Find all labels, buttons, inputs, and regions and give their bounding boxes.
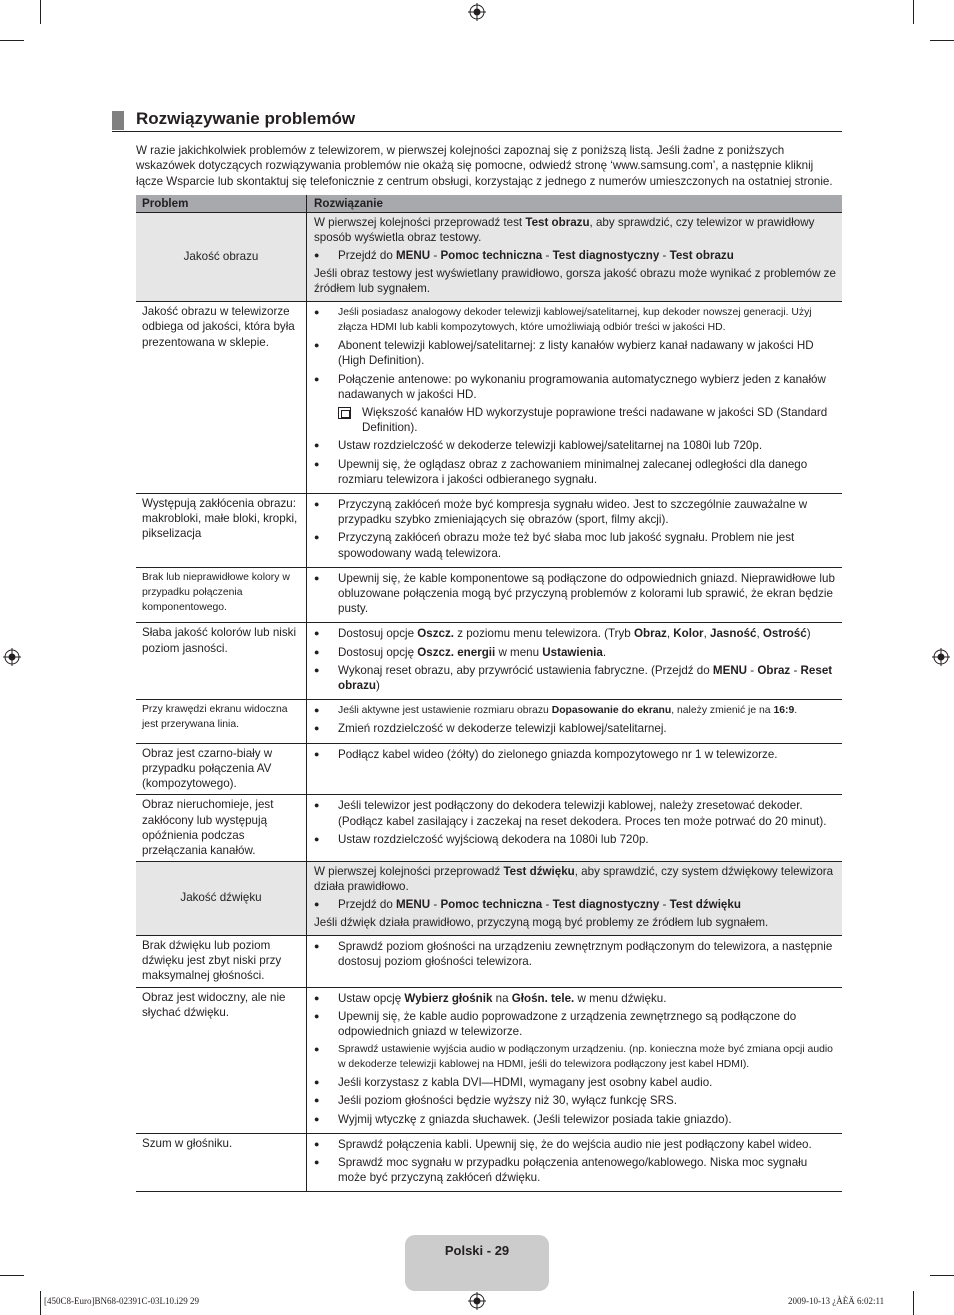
table-header-row xyxy=(136,195,842,213)
table-row xyxy=(136,623,842,700)
intro-paragraph: W razie jakichkolwiek problemów z telewizorem, w pierwszej kolejności zapoznaj się z poniższą listą. Jeśli żadne z poniższych wskazówek dotyczących rozwiązywania problemów nie okażą się pomocne, odwiedź stronę ‘www.samsung.com’, a następnie kliknij łącze Wsparcie lub skontaktuj się telefonicznie z centrum obsługi, korzystając z jednego z numerów umieszczonych na ostatniej stronie. xyxy=(136,144,833,188)
solution-cell: ● Podłącz kabel wideo (żółty) do zielonego gniazda kompozytowego nr 1 w telewizorze. xyxy=(314,747,778,761)
problem-cell: Obraz jest widoczny, ale nie słychać dźwięku. xyxy=(136,988,307,1133)
column-header-problem: Problem xyxy=(136,195,307,212)
solution-cell: ● Dostosuj opcje Oszcz. z poziomu menu telewizora. (Tryb Obraz, Kolor, Jasność, Ostrość) ● Dostosuj opcję Oszcz. energii w menu Ustawienia. ● Wykonaj reset obrazu, aby przywrócić ustawienia fabryczne. (Przejdź do MENU - Obraz - Reset obrazu) xyxy=(314,627,833,693)
print-footer-left: [450C8-Euro]BN68-02391C-03L10.i29 29 xyxy=(44,1296,199,1306)
table-row xyxy=(136,1134,842,1193)
column-header-solution: Rozwiązanie xyxy=(314,197,383,210)
page-number: Polski - 29 xyxy=(444,1243,510,1258)
registration-mark-icon xyxy=(468,3,486,21)
crop-mark xyxy=(0,40,24,41)
table-row xyxy=(136,744,842,796)
crop-mark xyxy=(930,1275,954,1276)
crop-mark xyxy=(0,1275,24,1276)
registration-mark-icon xyxy=(932,648,950,666)
problem-cell: Przy krawędzi ekranu widoczna jest przerywana linia. xyxy=(136,700,307,742)
title-rule xyxy=(112,131,842,132)
table-row xyxy=(136,862,842,936)
troubleshooting-table xyxy=(136,195,842,1192)
solution-cell: ● Przyczyną zakłóceń może być kompresja sygnału wideo. Jest to szczególnie zauważalne w przypadku szybko zmieniających się obrazów (sport, filmy akcji). ● Przyczyną zakłóceń obrazu może też być słaba moc lub jakość sygnału. Problem nie jest spowodowany wadą telewizora. xyxy=(314,498,808,560)
problem-cell: Jakość obrazu xyxy=(136,213,307,301)
crop-mark xyxy=(40,1291,41,1315)
table-row xyxy=(136,936,842,988)
registration-mark-icon xyxy=(468,1292,486,1310)
page-title: Rozwiązywanie problemów xyxy=(136,109,356,128)
section-header xyxy=(112,108,842,132)
table-row xyxy=(136,568,842,624)
solution-cell: ● Jeśli telewizor jest podłączony do dekodera telewizji kablowej, należy zresetować dekoder. (Podłącz kabel zasilający i zaczekaj na reset dekodera. Proces ten może potrwać do 20 minut). ● Ustaw rozdzielczość wyjściową dekodera na 1080i lub 720p. xyxy=(314,799,827,846)
print-footer-right: 2009-10-13 ¿ÀÈÄ 6:02:11 xyxy=(788,1296,885,1306)
table-row xyxy=(136,494,842,568)
table-row xyxy=(136,302,842,494)
crop-mark xyxy=(40,0,41,24)
solution-cell: ● Sprawdź połączenia kabli. Upewnij się, że do wejścia audio nie jest podłączony kabel wideo. ● Sprawdź moc sygnału w przypadku połączenia antenowego/kablowego. Niska moc sygnału może być przyczyną zakłóceń dźwięku. xyxy=(314,1137,812,1185)
table-row xyxy=(136,795,842,862)
title-bar-marker xyxy=(112,111,124,130)
crop-mark xyxy=(913,0,914,24)
table-row xyxy=(136,700,842,743)
solution-cell: W pierwszej kolejności przeprowadź Test dźwięku, aby sprawdzić, czy system dźwiękowy telewizora działa prawidłowo. ● Przejdź do MENU - Pomoc techniczna - Test diagnostyczny - Test dźwięku Jeśli dźwięk działa prawidłowo, przyczyną mogą być problemy ze źródłem lub sygnałem. xyxy=(314,865,834,929)
note-icon xyxy=(338,407,351,419)
table-row xyxy=(136,213,842,302)
crop-mark xyxy=(913,1291,914,1315)
solution-cell: ● Upewnij się, że kable komponentowe są podłączone do odpowiednich gniazd. Nieprawidłowe lub obluzowane połączenia mogą być przyczyną problemów z kolorami lub sprawić, że ekran będzie pusty. xyxy=(314,571,835,616)
problem-cell: Występują zakłócenia obrazu: makrobloki, małe bloki, kropki, pikselizacja xyxy=(136,494,307,567)
registration-mark-icon xyxy=(3,648,21,666)
solution-cell: W pierwszej kolejności przeprowadź test Test obrazu, aby sprawdzić, czy telewizor w prawidłowy sposób wyświetla obraz testowy. ● Przejdź do MENU - Pomoc techniczna - Test diagnostyczny - Test obrazu Jeśli obraz testowy jest wyświetlany prawidłowo, gorsza jakość obrazu może wynikać z problemów ze źródłem lub sygnałem. xyxy=(314,216,836,296)
problem-cell: Szum w głośniku. xyxy=(136,1134,307,1192)
problem-cell: Słaba jakość kolorów lub niski poziom jasności. xyxy=(136,623,307,699)
problem-cell: Brak dźwięku lub poziom dźwięku jest zbyt niski przy maksymalnej głośności. xyxy=(136,936,307,987)
problem-cell: Brak lub nieprawidłowe kolory w przypadku połączenia komponentowego. xyxy=(136,568,307,623)
problem-cell: Obraz nieruchomieje, jest zakłócony lub występują opóźnienia podczas przełączania kanałów. xyxy=(136,795,307,861)
table-row xyxy=(136,988,842,1134)
problem-cell: Jakość dźwięku xyxy=(136,862,307,935)
problem-cell: Obraz jest czarno-biały w przypadku połączenia AV (kompozytowego). xyxy=(136,744,307,795)
problem-cell: Jakość obrazu w telewizorze odbiega od jakości, która była prezentowana w sklepie. xyxy=(136,302,307,493)
solution-cell: ● Sprawdź poziom głośności na urządzeniu zewnętrznym podłączonym do telewizora, a następnie dostosuj poziom głośności telewizora. xyxy=(314,939,833,969)
solution-cell: ● Jeśli aktywne jest ustawienie rozmiaru obrazu Dopasowanie do ekranu, należy zmienić je na 16:9. ● Zmień rozdzielczość w dekoderze telewizji kablowej/satelitarnej. xyxy=(314,705,798,736)
solution-cell: ● Jeśli posiadasz analogowy dekoder telewizji kablowej/satelitarnej, kup dekoder nowszej generacji. Użyj złącza HDMI lub kabli kompozytowych, które umożliwiają odbiór treści w jakości HD. ● Abonent telewizji kablowej/satelitarnej: z listy kanałów wybierz kanał nadawany w jakości HD (High Definition). ● Połączenie antenowe: po wykonaniu programowania automatycznego wybierz jeden z kanałów nadawanych w jakości HD. Większość kanałów HD wykorzystuje poprawione treści nadawane w jakości SD (Standard Definition). ● Ustaw rozdzielczość w dekoderze telewizji kablowej/satelitarnej na 1080i lub 720p. ● Upewnij się, że oglądasz obraz z zachowaniem minimalnej zalecanej odległości dla danego rozmiaru telewizora i jakości odbieranego sygnału. xyxy=(314,307,828,486)
solution-cell: ● Ustaw opcję Wybierz głośnik na Głośn. tele. w menu dźwięku. ● Upewnij się, że kable audio poprowadzone z urządzenia zewnętrznego są podłączone do odpowiednich gniazd w telewizorze. ● Sprawdź ustawienie wyjścia audio w podłączonym urządzeniu. (np. konieczna może być zmiana opcji audio w dekoderze telewizji kablowej na HDMI, jeśli do telewizora podłączony jest kabel HDMI). ● Jeśli korzystasz z kabla DVI—HDMI, wymagany jest osobny kabel audio. ● Jeśli poziom głośności będzie wyższy niż 30, wyłącz funkcję SRS. ● Wyjmij wtyczkę z gniazda słuchawek. (Jeśli telewizor posiada takie gniazdo). xyxy=(314,991,833,1126)
page-number-tab xyxy=(405,1235,549,1291)
crop-mark xyxy=(930,40,954,41)
